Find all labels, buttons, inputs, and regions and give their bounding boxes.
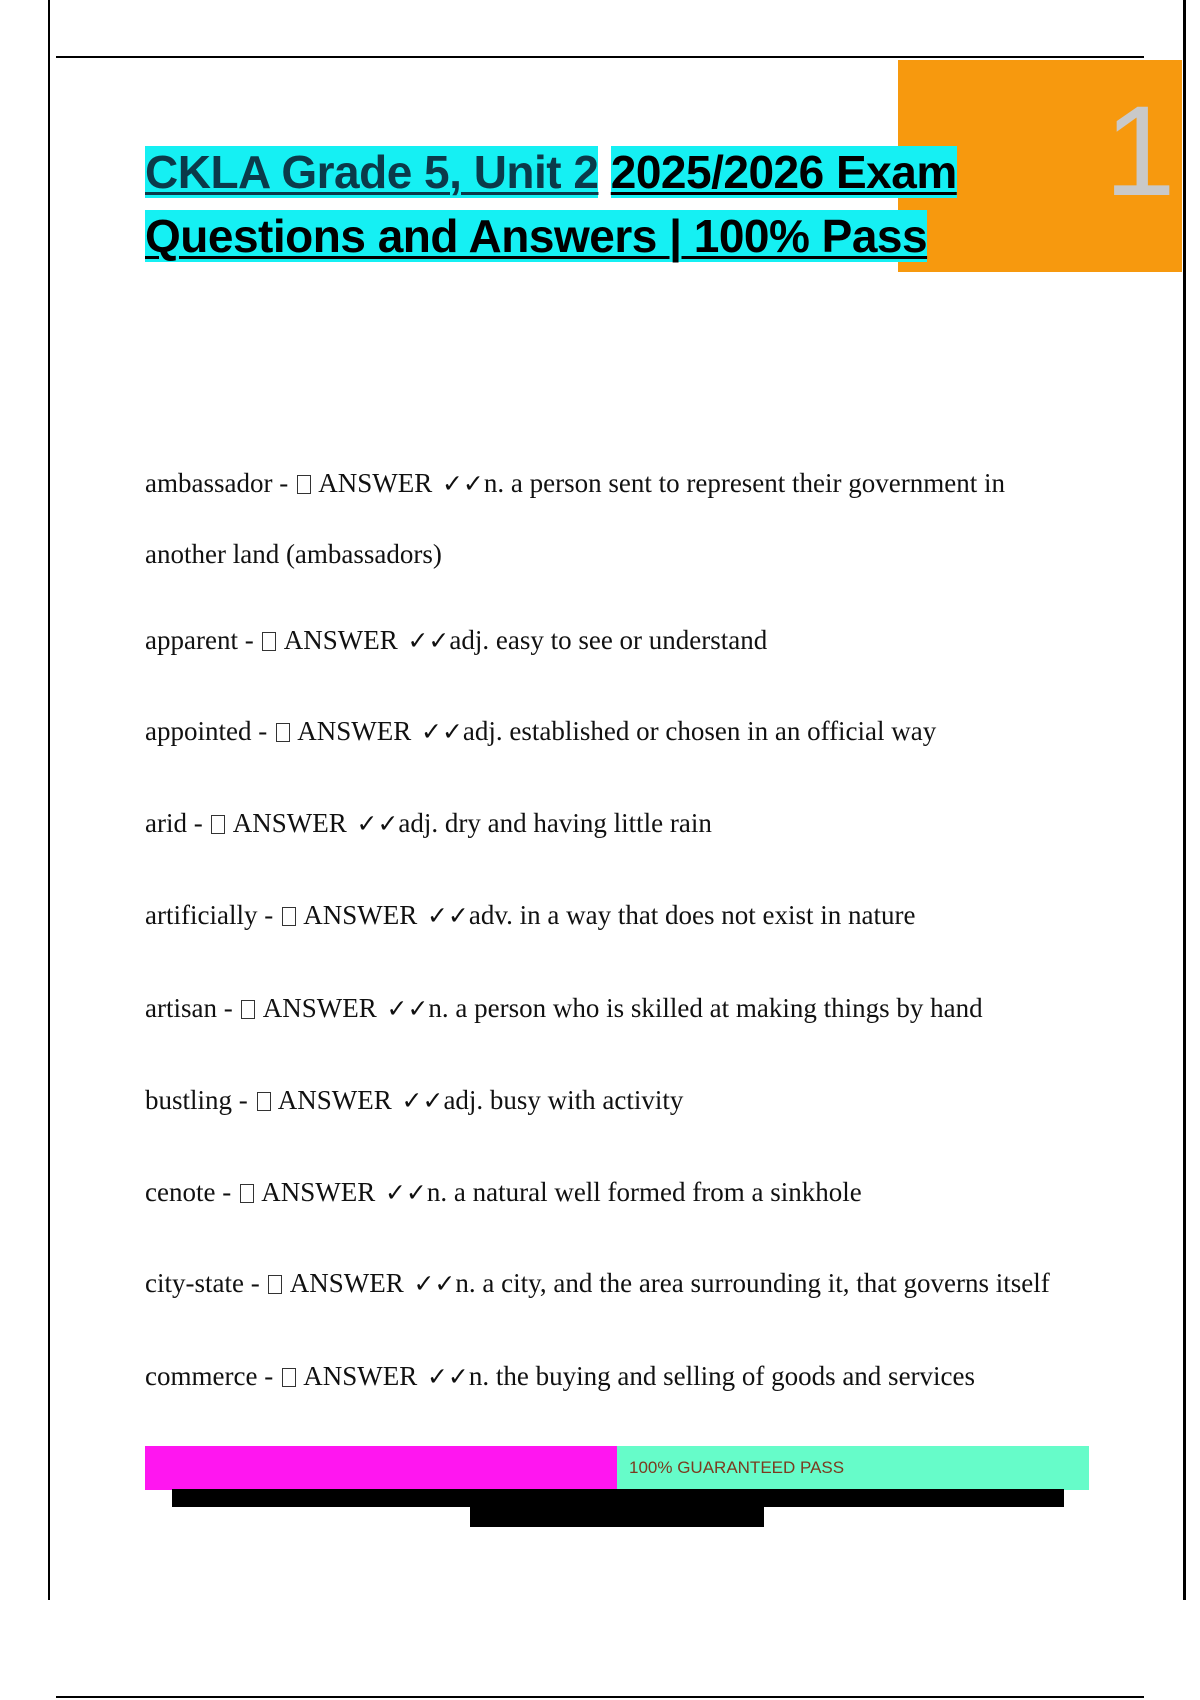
top-rule xyxy=(56,56,1144,58)
separator: - xyxy=(257,1361,280,1391)
title-part-2: 2025/2026 Exam Questions and Answers | 100% Pass xyxy=(145,146,957,262)
check-mark-icon: ✓✓ xyxy=(356,809,399,838)
check-mark-icon: ✓✓ xyxy=(384,1178,427,1207)
missing-glyph-icon xyxy=(240,1184,254,1203)
term: ambassador xyxy=(145,468,273,498)
separator: - xyxy=(243,1268,267,1298)
check-mark-icon: ✓✓ xyxy=(426,901,469,930)
answer-label: ANSWER xyxy=(297,716,412,746)
missing-glyph-icon xyxy=(276,723,290,742)
bottom-rule xyxy=(56,1696,1144,1698)
answer-label: ANSWER xyxy=(303,900,418,930)
term: apparent xyxy=(145,625,238,655)
answer-label: ANSWER xyxy=(262,993,377,1023)
answer-label: ANSWER xyxy=(318,468,433,498)
list-item xyxy=(145,1065,683,1136)
separator: - xyxy=(251,716,274,746)
missing-glyph-icon xyxy=(257,1092,271,1111)
check-mark-icon: ✓✓ xyxy=(413,1269,456,1298)
term: bustling xyxy=(145,1085,233,1115)
check-mark-icon: ✓✓ xyxy=(426,1362,469,1391)
separator: - xyxy=(272,468,295,498)
answer-label: ANSWER xyxy=(232,808,347,838)
definition: adj. busy with activity xyxy=(443,1085,684,1115)
page-number: 1 xyxy=(1104,80,1176,223)
page-border-left xyxy=(48,0,50,1600)
list-item xyxy=(145,973,983,1044)
missing-glyph-icon xyxy=(282,1368,296,1387)
answer-label: ANSWER xyxy=(277,1085,392,1115)
definition: n. the buying and selling of goods and services xyxy=(468,1361,976,1391)
separator: - xyxy=(215,1177,238,1207)
list-item xyxy=(145,1248,1050,1319)
list-item xyxy=(145,1341,975,1412)
footer-magenta-segment xyxy=(145,1446,617,1490)
definition: adj. dry and having little rain xyxy=(398,808,712,838)
term: artificially xyxy=(145,900,258,930)
separator: - xyxy=(232,1085,255,1115)
missing-glyph-icon xyxy=(282,907,296,926)
term: commerce xyxy=(145,1361,258,1391)
page-border-right xyxy=(1183,0,1186,1600)
footer-black-tab xyxy=(470,1505,764,1527)
list-item xyxy=(145,788,712,859)
check-mark-icon: ✓✓ xyxy=(441,469,484,498)
list-item xyxy=(145,880,916,951)
term: arid xyxy=(145,808,187,838)
term: appointed xyxy=(145,716,252,746)
term: cenote xyxy=(145,1177,216,1207)
missing-glyph-icon xyxy=(268,1275,282,1294)
separator: - xyxy=(216,993,240,1023)
document-title xyxy=(145,140,1025,268)
term: artisan xyxy=(145,993,217,1023)
missing-glyph-icon xyxy=(262,632,276,651)
check-mark-icon: ✓✓ xyxy=(407,626,450,655)
footer-banner-text: 100% GUARANTEED PASS xyxy=(617,1446,1089,1490)
title-part-1: CKLA Grade 5, Unit 2 xyxy=(145,146,599,198)
separator: - xyxy=(257,900,280,930)
definition: adj. established or chosen in an official way xyxy=(462,716,937,746)
definition: adj. easy to see or understand xyxy=(449,625,768,655)
check-mark-icon: ✓✓ xyxy=(421,717,463,746)
term: city-state xyxy=(145,1268,244,1298)
separator: - xyxy=(237,625,261,655)
missing-glyph-icon xyxy=(241,1000,255,1019)
list-item xyxy=(145,1157,862,1228)
check-mark-icon: ✓✓ xyxy=(401,1086,444,1115)
missing-glyph-icon xyxy=(297,475,311,494)
list-item xyxy=(145,605,767,676)
list-item xyxy=(145,448,1065,589)
definition: n. a natural well formed from a sinkhole xyxy=(426,1177,862,1207)
answer-label: ANSWER xyxy=(303,1361,418,1391)
missing-glyph-icon xyxy=(211,815,225,834)
check-mark-icon: ✓✓ xyxy=(386,994,429,1023)
definition: adv. in a way that does not exist in nature xyxy=(468,900,916,930)
answer-label: ANSWER xyxy=(289,1268,404,1298)
list-item xyxy=(145,696,936,767)
definition: n. a city, and the area surrounding it, that governs itself xyxy=(455,1268,1050,1298)
footer-banner xyxy=(145,1446,1089,1490)
answer-label: ANSWER xyxy=(261,1177,376,1207)
definition: n. a person sent to represent their government in another land (ambassadors) xyxy=(145,468,1005,569)
answer-label: ANSWER xyxy=(283,625,398,655)
separator: - xyxy=(186,808,210,838)
definition: n. a person who is skilled at making things by hand xyxy=(428,993,983,1023)
